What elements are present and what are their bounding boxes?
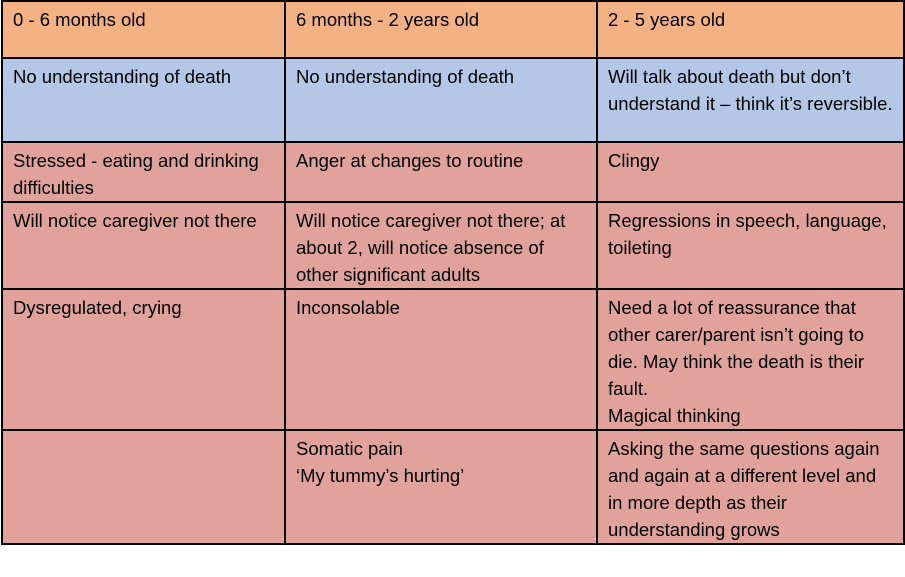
table-cell: Somatic pain ‘My tummy’s hurting’ xyxy=(285,430,597,544)
table-row xyxy=(2,430,904,544)
header-cell-6-months-2-years: 6 months - 2 years old xyxy=(285,1,597,58)
table-cell: Inconsolable xyxy=(285,289,597,430)
table-cell: Need a lot of reassurance that other carer/parent isn’t going to die. May think the death is their fault. Magical thinking xyxy=(597,289,904,430)
header-cell-0-6-months: 0 - 6 months old xyxy=(2,1,285,58)
table-cell: Stressed - eating and drinking difficulties xyxy=(2,142,285,202)
table-row xyxy=(2,58,904,142)
table-row xyxy=(2,142,904,202)
table-cell: Will talk about death but don’t understand it – think it’s reversible. xyxy=(597,58,904,142)
table-cell-empty xyxy=(2,430,285,544)
table-cell: No understanding of death xyxy=(285,58,597,142)
table-row xyxy=(2,289,904,430)
table-cell: Anger at changes to routine xyxy=(285,142,597,202)
table-cell: Dysregulated, crying xyxy=(2,289,285,430)
table-cell: No understanding of death xyxy=(2,58,285,142)
table-cell: Clingy xyxy=(597,142,904,202)
table-cell: Asking the same questions again and again at a different level and in more depth as their understanding grows xyxy=(597,430,904,544)
table-cell: Will notice caregiver not there xyxy=(2,202,285,289)
development-stages-table xyxy=(1,0,905,545)
header-cell-2-5-years: 2 - 5 years old xyxy=(597,1,904,58)
table-cell: Regressions in speech, language, toileting xyxy=(597,202,904,289)
table-row xyxy=(2,202,904,289)
table-cell: Will notice caregiver not there; at about 2, will notice absence of other significant adults xyxy=(285,202,597,289)
header-row xyxy=(2,1,904,58)
